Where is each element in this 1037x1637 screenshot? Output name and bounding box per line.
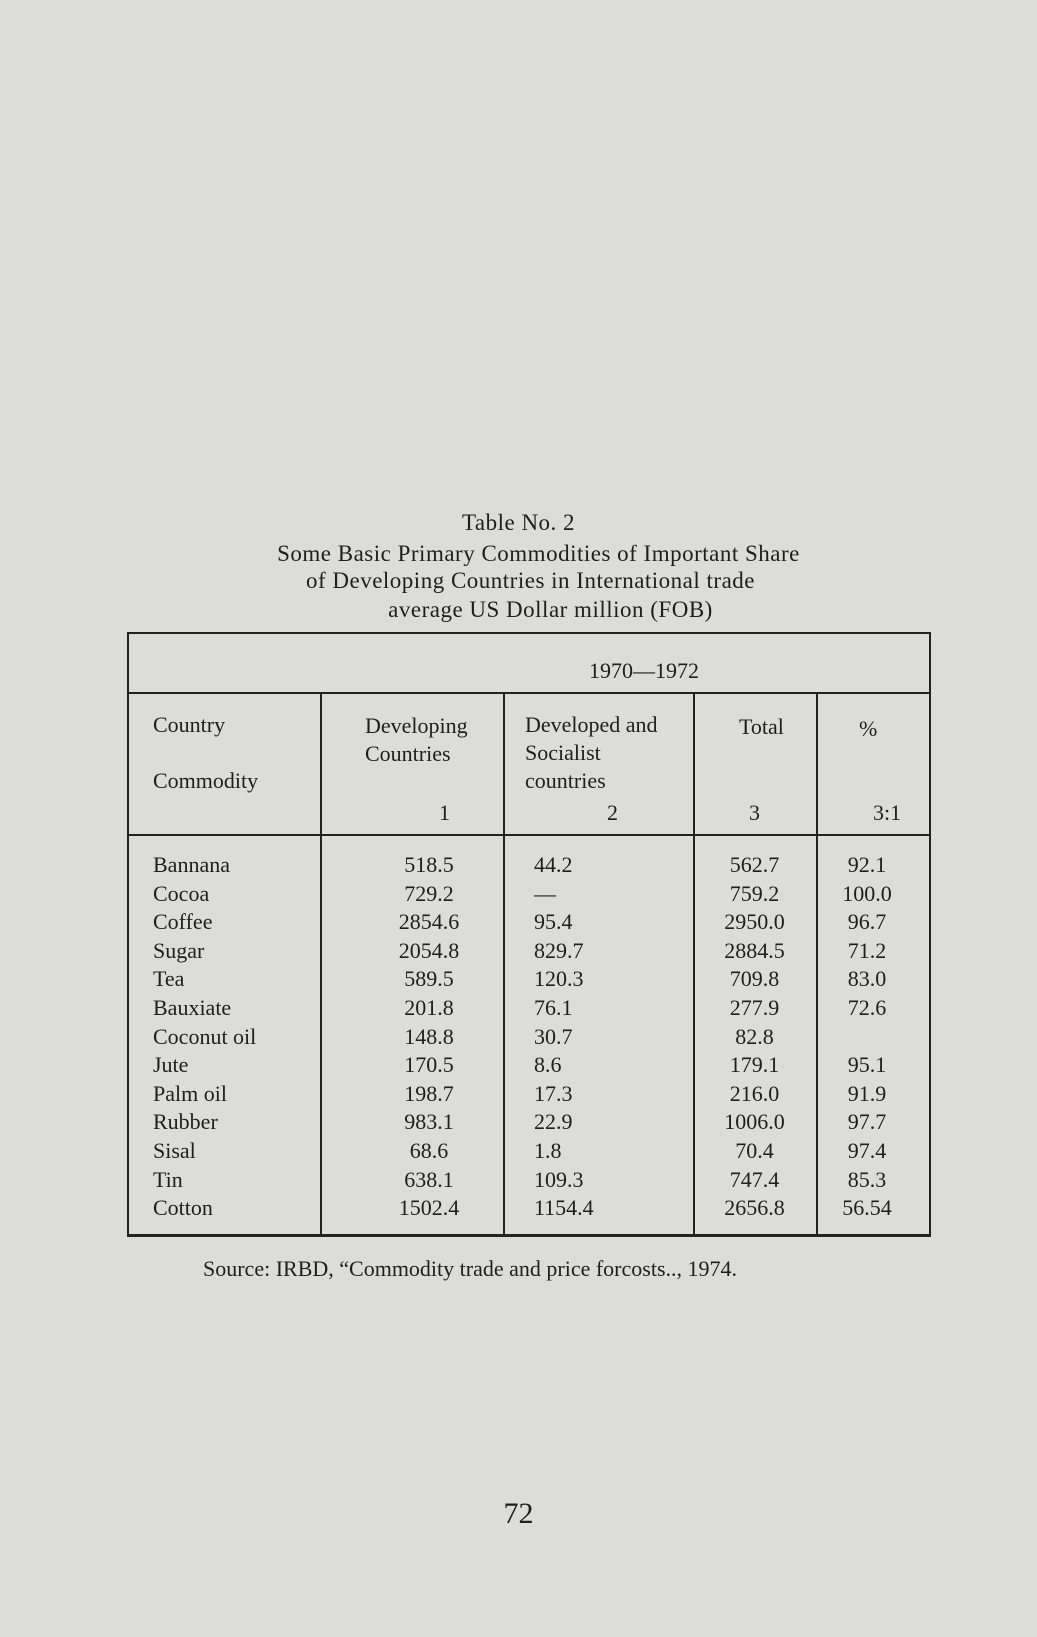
commodity-name: Bannana <box>153 852 230 877</box>
cell-value: 1006.0 <box>724 1109 785 1135</box>
cell-value: 70.4 <box>735 1137 774 1163</box>
cell-value: 97.7 <box>847 1109 887 1135</box>
cell-value: 100.0 <box>842 880 892 906</box>
cell-value: 95.1 <box>847 1052 887 1078</box>
table-row <box>129 909 929 938</box>
cell-value: 729.2 <box>404 880 454 906</box>
commodity-name: Cotton <box>153 1195 213 1221</box>
cell-value: 109.3 <box>534 1166 584 1192</box>
table-row <box>129 995 929 1024</box>
cell-value: 97.4 <box>847 1137 887 1163</box>
cell-value: 91.9 <box>847 1080 887 1106</box>
cell-value: 76.1 <box>534 994 573 1020</box>
header-developed: Developed and <box>525 712 658 737</box>
period-header: 1970—1972 <box>589 658 699 683</box>
cell-value: 179.1 <box>729 1052 780 1078</box>
cell-value: 2854.6 <box>398 909 460 935</box>
table-row <box>129 938 929 967</box>
table-number: Table No. 2 <box>461 510 576 535</box>
cell-value: 170.5 <box>404 1052 454 1078</box>
commodity-name: Coconut oil <box>153 1023 257 1049</box>
cell-value: 83.0 <box>847 966 887 992</box>
commodity-name: Jute <box>153 1052 189 1078</box>
commodity-name: Coffee <box>153 909 213 935</box>
cell-value: 829.7 <box>534 937 584 963</box>
header-total: Total <box>739 714 784 739</box>
cell-value: 96.7 <box>847 909 887 935</box>
page-number: 72 <box>503 1497 534 1530</box>
cell-value: 747.4 <box>729 1166 780 1192</box>
divider <box>129 834 929 836</box>
cell-value: 277.9 <box>729 994 780 1020</box>
header-col1-num: 1 <box>439 800 450 825</box>
cell-value: 983.1 <box>404 1109 454 1135</box>
cell-value: — <box>534 880 556 906</box>
cell-value: 56.54 <box>842 1195 892 1221</box>
cell-value: 201.8 <box>404 994 454 1020</box>
header-developed: countries <box>525 768 606 793</box>
commodity-name: Bauxiate <box>153 994 232 1020</box>
cell-value: 2054.8 <box>398 937 460 963</box>
cell-value: 72.6 <box>847 994 887 1020</box>
header-col2-num: 2 <box>607 800 618 825</box>
cell-value: 44.2 <box>534 852 573 877</box>
cell-value: 518.5 <box>404 852 454 877</box>
table-row <box>129 1052 929 1081</box>
table-row <box>129 1167 929 1196</box>
commodity-name: Cocoa <box>153 880 210 906</box>
cell-value: 638.1 <box>404 1166 454 1192</box>
header-col4-num: 3:1 <box>873 800 902 825</box>
cell-value: 759.2 <box>729 880 780 906</box>
commodity-name: Tea <box>153 966 185 992</box>
cell-value: 589.5 <box>404 966 454 992</box>
cell-value: 30.7 <box>534 1023 573 1049</box>
header-col3-num: 3 <box>749 800 760 825</box>
cell-value: 216.0 <box>729 1080 780 1106</box>
cell-value: 2950.0 <box>724 909 785 935</box>
table-row <box>129 966 929 995</box>
cell-value: 71.2 <box>847 937 887 963</box>
table-title-line: average US Dollar million (FOB) <box>388 597 713 622</box>
source-note: Source: IRBD, “Commodity trade and price forcosts.., 1974. <box>203 1256 738 1281</box>
cell-value: 1.8 <box>534 1137 562 1163</box>
commodity-name: Rubber <box>153 1109 218 1135</box>
commodity-name: Palm oil <box>153 1080 227 1106</box>
cell-value: 1154.4 <box>534 1195 594 1221</box>
cell-value: 95.4 <box>534 909 573 935</box>
cell-value: 22.9 <box>534 1109 573 1135</box>
cell-value: 82.8 <box>735 1023 774 1049</box>
table-title-line: Some Basic Primary Commodities of Important Share <box>277 541 800 566</box>
divider <box>129 692 929 694</box>
commodity-name: Sugar <box>153 937 205 963</box>
commodity-name: Tin <box>153 1166 183 1192</box>
cell-value: 17.3 <box>534 1080 573 1106</box>
header-commodity: Commodity <box>153 768 259 793</box>
commodity-table <box>127 632 931 1237</box>
cell-value: 2656.8 <box>724 1195 785 1221</box>
header-country: Country <box>153 712 226 737</box>
cell-value: 85.3 <box>847 1166 887 1192</box>
header-developing: Developing Countries <box>365 713 468 766</box>
cell-value: 2884.5 <box>724 937 785 963</box>
cell-value: 562.7 <box>729 852 780 877</box>
cell-value: 8.6 <box>534 1052 562 1078</box>
cell-value: 148.8 <box>404 1023 454 1049</box>
cell-value: 709.8 <box>729 966 780 992</box>
cell-value: 120.3 <box>534 966 584 992</box>
table-row <box>129 1081 929 1110</box>
header-developed: Socialist <box>525 740 601 765</box>
table-row <box>129 1109 929 1138</box>
cell-value: 92.1 <box>847 852 887 877</box>
cell-value: 68.6 <box>409 1137 449 1163</box>
table-row <box>129 1138 929 1167</box>
table-row <box>129 1195 929 1224</box>
table-row <box>129 852 929 881</box>
header-percent: % <box>859 716 878 741</box>
commodity-name: Sisal <box>153 1137 196 1163</box>
table-body <box>129 852 929 1224</box>
table-title-line: of Developing Countries in International trade <box>305 568 756 593</box>
table-row <box>129 1024 929 1053</box>
cell-value: 198.7 <box>404 1080 454 1106</box>
cell-value: 1502.4 <box>398 1195 460 1221</box>
table-row <box>129 881 929 910</box>
